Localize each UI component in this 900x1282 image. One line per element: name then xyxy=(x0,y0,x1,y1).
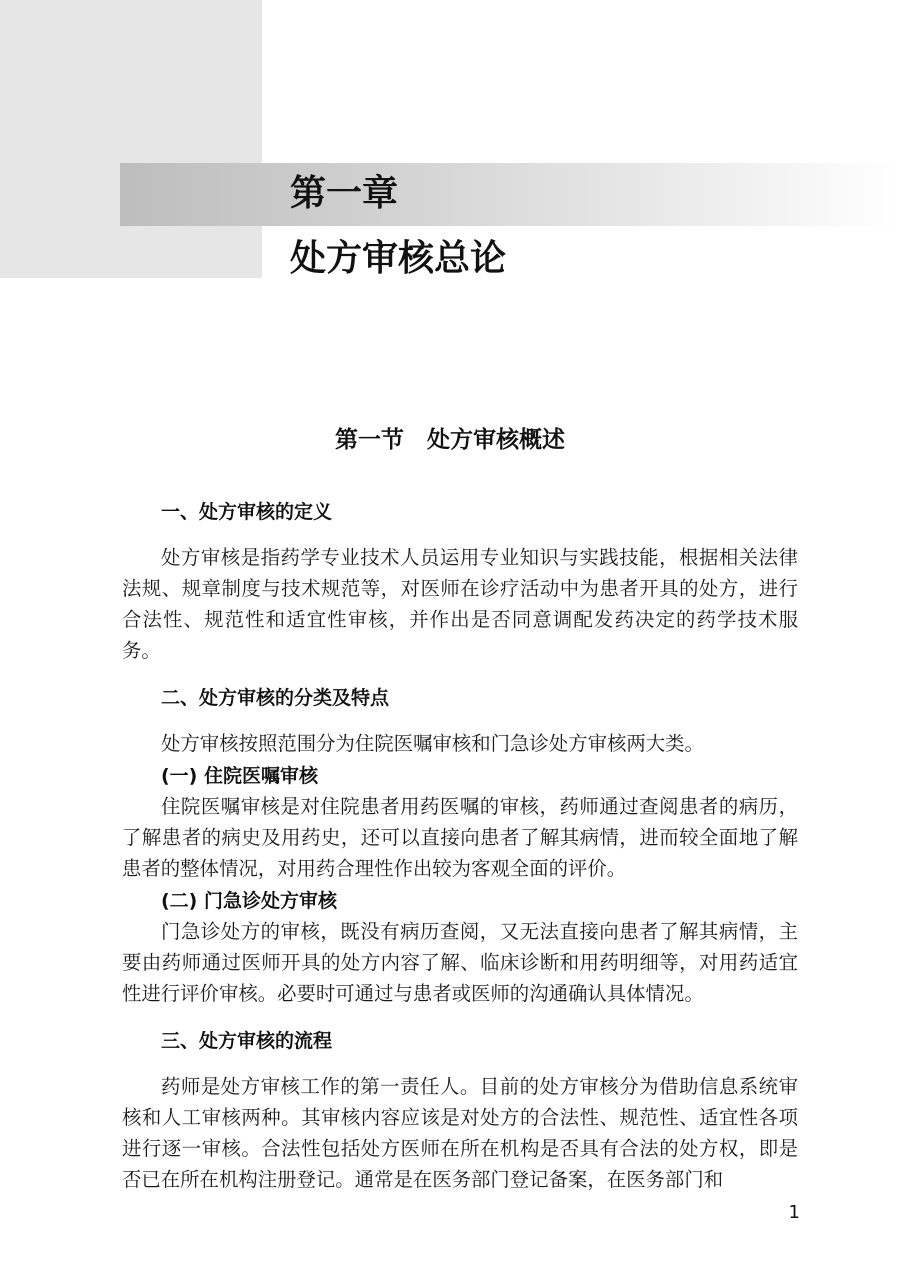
paragraph-outpatient-prescriptions: 门急诊处方的审核，既没有病历查阅，又无法直接向患者了解其病情，主要由药师通过医师开具的处方内容了解、临床诊断和用药明细等，对用药适宜性进行评价审核。必要时可通过与患者或医师的沟通确认具体情况。 xyxy=(122,920,798,1005)
section-title: 第一节 处方审核概述 xyxy=(335,426,565,453)
subheading-inpatient-orders: (一) 住院医嘱审核 xyxy=(161,765,318,787)
chapter-title: 处方审核总论 xyxy=(290,238,507,279)
heading-process: 三、处方审核的流程 xyxy=(161,1030,333,1052)
chapter-number: 第一章 xyxy=(290,173,399,214)
body-content xyxy=(122,496,798,1195)
page-number: 1 xyxy=(788,1202,800,1223)
subheading-outpatient-prescriptions: (二) 门急诊处方审核 xyxy=(161,890,337,912)
heading-classification: 二、处方审核的分类及特点 xyxy=(161,687,390,709)
paragraph-process: 药师是处方审核工作的第一责任人。目前的处方审核分为借助信息系统审核和人工审核两种。其审核内容应该是对处方的合法性、规范性、适宜性各项进行逐一审核。合法性包括处方医师在所在机构是否具有合法的处方权，即是否已在所在机构注册登记。通常是在医务部门登记备案，在医务部门和 xyxy=(122,1075,798,1191)
paragraph-inpatient-orders: 住院医嘱审核是对住院患者用药医嘱的审核，药师通过查阅患者的病历，了解患者的病史及用药史，还可以直接向患者了解其病情，进而较全面地了解患者的整体情况，对用药合理性作出较为客观全面的评价。 xyxy=(122,795,798,880)
corner-decoration-block xyxy=(0,0,262,278)
paragraph-definition: 处方审核是指药学专业技术人员运用专业知识与实践技能，根据相关法律法规、规章制度与技术规范等，对医师在诊疗活动中为患者开具的处方，进行合法性、规范性和适宜性审核，并作出是否同意调配发药决定的药学技术服务。 xyxy=(122,546,798,662)
chapter-header-band xyxy=(120,163,900,226)
paragraph-classification: 处方审核按照范围分为住院医嘱审核和门急诊处方审核两大类。 xyxy=(161,732,704,755)
heading-definition: 一、处方审核的定义 xyxy=(161,501,333,523)
